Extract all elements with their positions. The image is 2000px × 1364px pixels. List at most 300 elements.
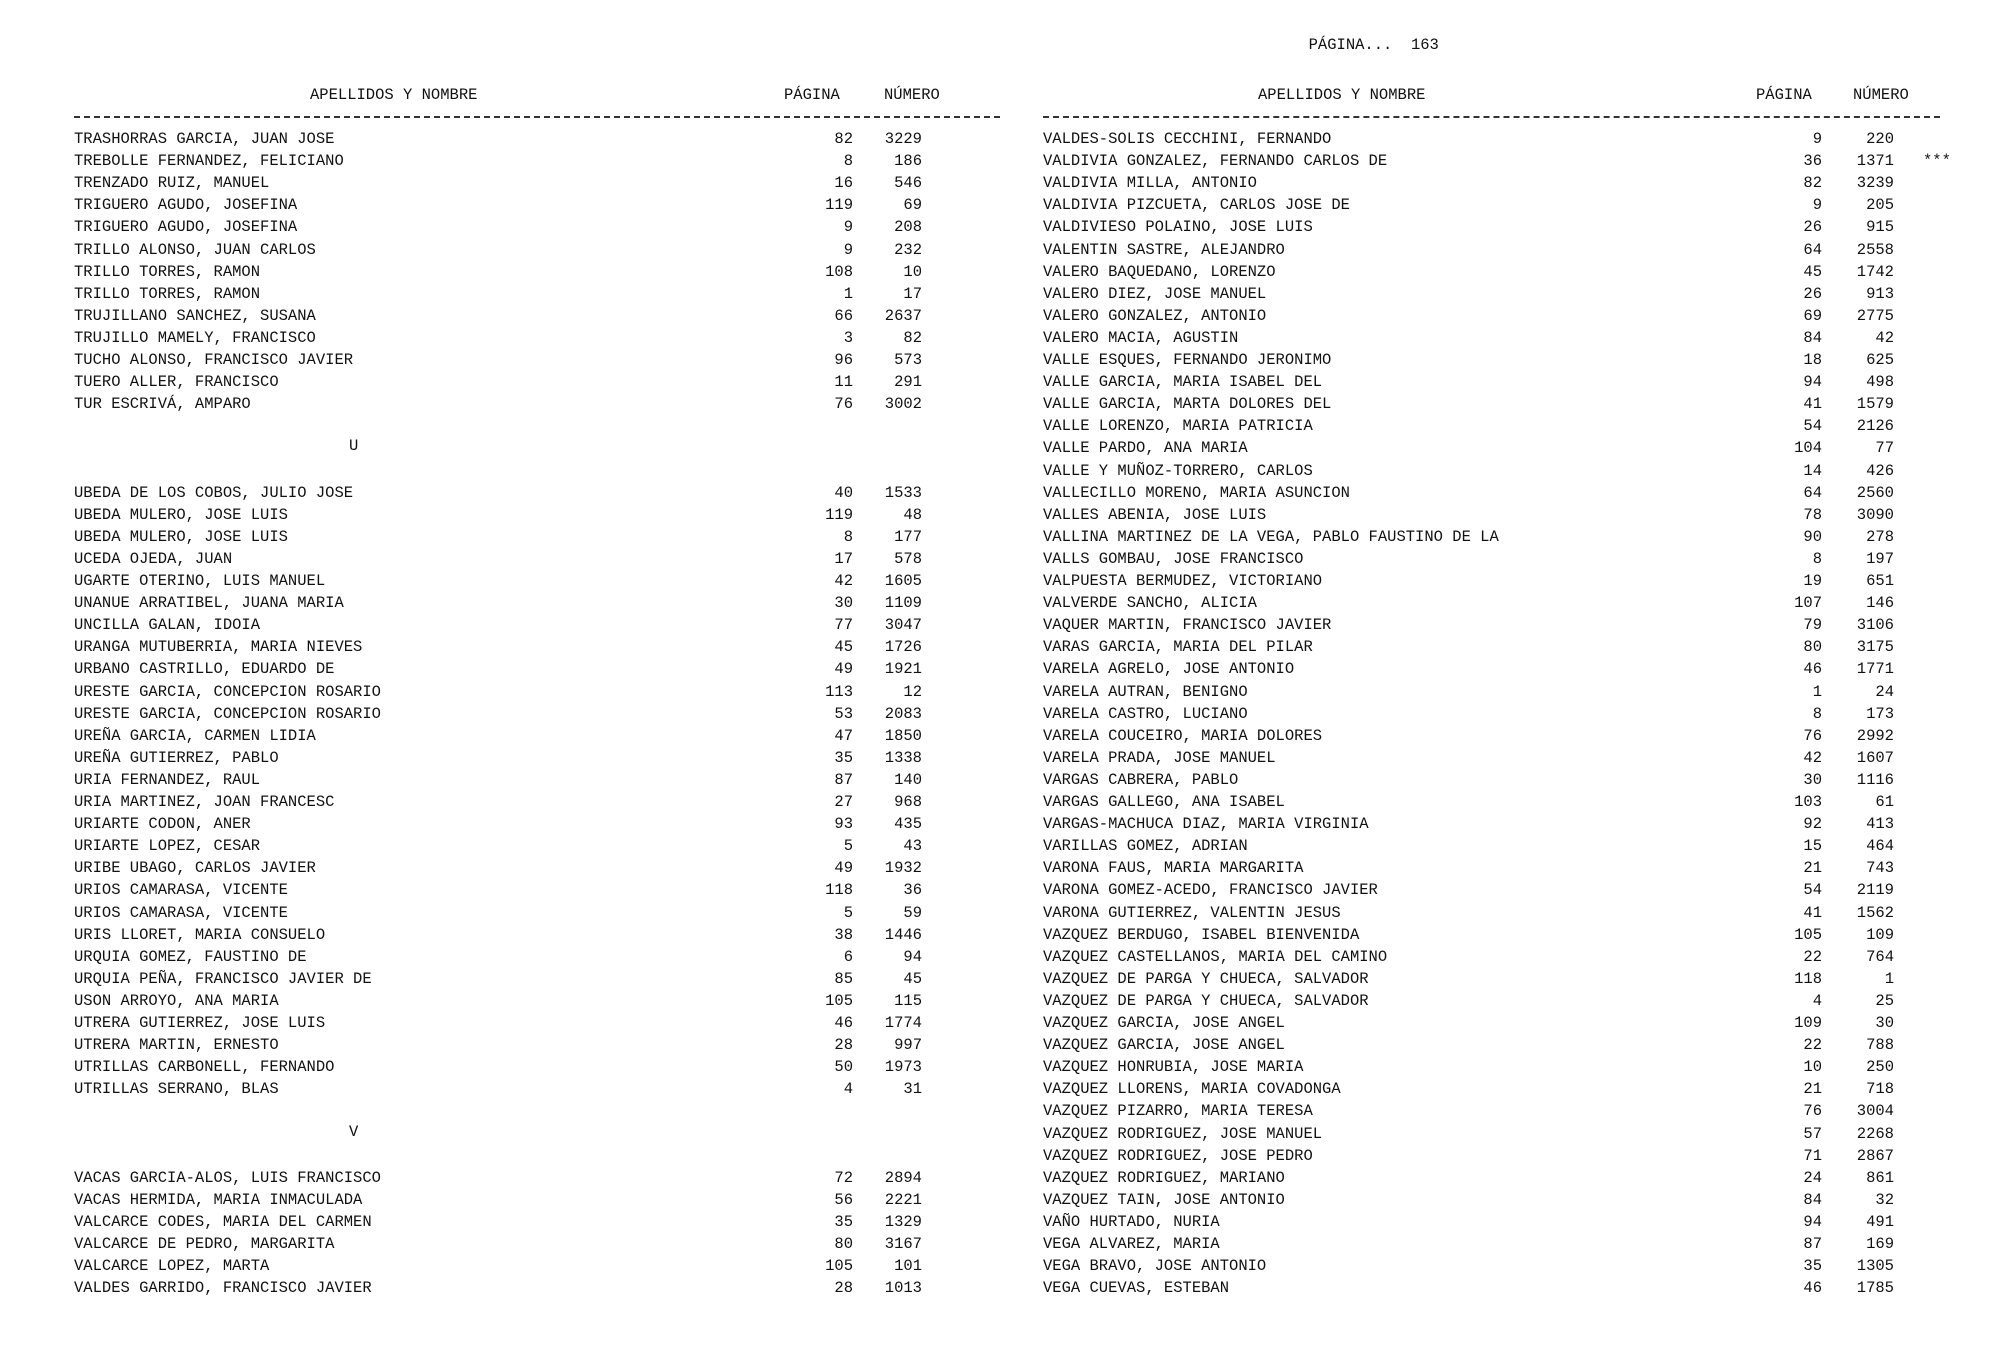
index-entry — [74, 570, 974, 592]
entry-name: UREÑA GARCIA, CARMEN LIDIA — [74, 726, 316, 745]
index-entry — [1043, 946, 1963, 968]
entry-number: 59 — [903, 903, 922, 922]
entry-name: URBANO CASTRILLO, EDUARDO DE — [74, 660, 335, 679]
entry-name: TRIGUERO AGUDO, JOSEFINA — [74, 196, 298, 215]
entry-name: VAZQUEZ RODRIGUEZ, MARIANO — [1043, 1168, 1285, 1187]
entry-number: 968 — [894, 793, 922, 811]
index-entry — [1043, 1167, 1963, 1189]
entry-name: VALLE GARCIA, MARTA DOLORES DEL — [1043, 395, 1332, 414]
entry-name: UBEDA DE LOS COBOS, JULIO JOSE — [74, 483, 354, 502]
right-header-name: APELLIDOS Y NOMBRE — [1258, 86, 1426, 104]
entry-number: 42 — [1875, 328, 1894, 347]
entry-number: 278 — [1866, 527, 1894, 546]
entry-number: 115 — [894, 991, 922, 1010]
entry-number: 3004 — [1856, 1102, 1894, 1121]
entry-name: VALLE Y MUÑOZ-TORRERO, CARLOS — [1043, 461, 1313, 480]
entry-number: 10 — [903, 262, 922, 281]
index-entry — [74, 990, 974, 1012]
entry-number: 220 — [1866, 130, 1894, 148]
entry-number: 3167 — [884, 1235, 922, 1253]
index-entry — [1043, 857, 1963, 879]
entry-number: 48 — [903, 505, 922, 524]
entry-page: 26 — [1803, 218, 1822, 237]
index-entry — [74, 1211, 974, 1233]
index-entry — [1043, 1255, 1963, 1277]
entry-name: TREBOLLE FERNANDEZ, FELICIANO — [74, 152, 344, 171]
index-entry — [1043, 636, 1963, 658]
entry-name: USON ARROYO, ANA MARIA — [74, 991, 279, 1010]
index-entry — [1043, 371, 1963, 393]
entry-page: 64 — [1803, 483, 1822, 502]
entry-page: 15 — [1803, 837, 1822, 856]
index-entry — [1043, 703, 1963, 725]
entry-page: 103 — [1794, 793, 1822, 811]
entry-name: VALDES-SOLIS CECCHINI, FERNANDO — [1043, 130, 1332, 148]
entry-page: 94 — [1803, 373, 1822, 392]
entry-mark: *** — [1923, 152, 1951, 171]
entry-name: URESTE GARCIA, CONCEPCION ROSARIO — [74, 682, 381, 701]
index-entry — [1043, 968, 1963, 990]
entry-name: VAZQUEZ PIZARRO, MARIA TERESA — [1043, 1102, 1313, 1121]
entry-number: 250 — [1866, 1058, 1894, 1077]
left-header-number: NÚMERO — [884, 86, 940, 104]
entry-number: 3239 — [1856, 174, 1894, 193]
index-entry — [74, 194, 974, 216]
entry-page: 108 — [825, 262, 853, 281]
index-entry — [74, 813, 974, 835]
entry-name: VARONA FAUS, MARIA MARGARITA — [1043, 859, 1304, 878]
entry-page: 56 — [834, 1190, 853, 1209]
entry-page: 41 — [1803, 395, 1822, 414]
entry-page: 50 — [834, 1058, 853, 1077]
entry-number: 1 — [1884, 969, 1894, 988]
entry-page: 6 — [843, 947, 853, 966]
entry-name: VALERO GONZALEZ, ANTONIO — [1043, 306, 1267, 325]
entry-page: 80 — [834, 1235, 853, 1253]
entry-name: VAZQUEZ RODRIGUEZ, JOSE MANUEL — [1043, 1124, 1323, 1143]
entry-page: 1 — [843, 284, 853, 303]
entry-name: TUERO ALLER, FRANCISCO — [74, 373, 279, 392]
entry-number: 2867 — [1856, 1146, 1894, 1165]
entry-name: URQUIA GOMEZ, FAUSTINO DE — [74, 947, 307, 966]
index-entry — [1043, 1145, 1963, 1167]
entry-number: 2268 — [1856, 1124, 1894, 1143]
entry-number: 625 — [1866, 351, 1894, 369]
index-entry — [1043, 239, 1963, 261]
entry-number: 25 — [1875, 991, 1894, 1010]
entry-number: 177 — [894, 527, 922, 546]
entry-number: 43 — [903, 837, 922, 856]
index-entry — [1043, 305, 1963, 327]
index-entry — [74, 216, 974, 238]
entry-page: 79 — [1803, 616, 1822, 635]
entry-name: VEGA BRAVO, JOSE ANTONIO — [1043, 1257, 1267, 1276]
entry-name: URIARTE CODON, ANER — [74, 815, 251, 834]
entry-name: VALERO DIEZ, JOSE MANUEL — [1043, 284, 1267, 303]
entry-name: TRASHORRAS GARCIA, JUAN JOSE — [74, 130, 335, 148]
index-entry — [74, 924, 974, 946]
index-entry — [1043, 437, 1963, 459]
entry-page: 35 — [1803, 1257, 1822, 1276]
entry-page: 11 — [834, 373, 853, 392]
right-header-number: NÚMERO — [1853, 86, 1909, 104]
entry-page: 18 — [1803, 351, 1822, 369]
index-entry — [1043, 791, 1963, 813]
entry-page: 107 — [1794, 594, 1822, 613]
index-entry — [1043, 813, 1963, 835]
entry-number: 3090 — [1856, 505, 1894, 524]
entry-number: 1338 — [884, 748, 922, 767]
entry-number: 2119 — [1856, 881, 1894, 900]
entry-page: 57 — [1803, 1124, 1822, 1143]
entry-number: 2637 — [884, 306, 922, 325]
index-entry — [74, 1012, 974, 1034]
entry-page: 64 — [1803, 240, 1822, 259]
index-entry — [1043, 482, 1963, 504]
entry-page: 30 — [834, 594, 853, 613]
entry-page: 104 — [1794, 439, 1822, 458]
entry-name: VARONA GUTIERREZ, VALENTIN JESUS — [1043, 903, 1341, 922]
entry-number: 2126 — [1856, 417, 1894, 436]
entry-page: 76 — [1803, 1102, 1822, 1121]
entry-name: VALDIVIA MILLA, ANTONIO — [1043, 174, 1257, 193]
entry-page: 30 — [1803, 770, 1822, 789]
entry-page: 8 — [1812, 704, 1822, 723]
entry-page: 49 — [834, 660, 853, 679]
entry-number: 17 — [903, 284, 922, 303]
entry-number: 491 — [1866, 1212, 1894, 1231]
left-divider — [74, 116, 1000, 118]
page-number: 163 — [1410, 36, 1439, 54]
entry-number: 1973 — [884, 1058, 922, 1077]
entry-number: 197 — [1866, 549, 1894, 568]
entry-number: 82 — [903, 328, 922, 347]
entry-name: TUR ESCRIVÁ, AMPARO — [74, 395, 251, 414]
entry-number: 1562 — [1856, 903, 1894, 922]
entry-page: 54 — [1803, 417, 1822, 436]
entry-number: 232 — [894, 240, 922, 259]
entry-page: 76 — [1803, 726, 1822, 745]
index-entry — [74, 725, 974, 747]
entry-page: 119 — [825, 196, 853, 215]
index-entry — [1043, 681, 1963, 703]
entry-number: 32 — [1875, 1190, 1894, 1209]
index-entry — [74, 349, 974, 371]
entry-number: 1013 — [884, 1279, 922, 1298]
page-label: PÁGINA... — [1308, 36, 1393, 54]
index-entry — [74, 504, 974, 526]
entry-number: 12 — [903, 682, 922, 701]
entry-page: 109 — [1794, 1014, 1822, 1032]
entry-page: 1 — [1812, 682, 1822, 701]
entry-page: 41 — [1803, 903, 1822, 922]
entry-number: 186 — [894, 152, 922, 171]
index-entry — [1043, 1056, 1963, 1078]
entry-number: 2221 — [884, 1190, 922, 1209]
entry-name: UTRILLAS SERRANO, BLAS — [74, 1080, 279, 1099]
entry-number: 1116 — [1856, 770, 1894, 789]
entry-page: 9 — [843, 240, 853, 259]
index-entry — [74, 1255, 974, 1277]
entry-name: URIBE UBAGO, CARLOS JAVIER — [74, 859, 316, 878]
entry-page: 8 — [843, 152, 853, 171]
entry-page: 80 — [1803, 638, 1822, 657]
entry-page: 10 — [1803, 1058, 1822, 1077]
index-entry — [74, 548, 974, 570]
index-entry — [74, 526, 974, 548]
entry-page: 8 — [843, 527, 853, 546]
index-entry — [74, 636, 974, 658]
index-entry — [74, 857, 974, 879]
entry-name: VALDIVIESO POLAINO, JOSE LUIS — [1043, 218, 1313, 237]
entry-name: URIOS CAMARASA, VICENTE — [74, 903, 288, 922]
entry-name: VALLECILLO MORENO, MARIA ASUNCION — [1043, 483, 1350, 502]
entry-name: VALPUESTA BERMUDEZ, VICTORIANO — [1043, 572, 1323, 590]
entry-number: 61 — [1875, 793, 1894, 811]
index-entry — [74, 769, 974, 791]
entry-page: 47 — [834, 726, 853, 745]
entry-number: 913 — [1866, 284, 1894, 303]
index-entry — [74, 703, 974, 725]
entry-number: 2558 — [1856, 240, 1894, 259]
entry-page: 45 — [1803, 262, 1822, 281]
entry-number: 435 — [894, 815, 922, 834]
entry-page: 42 — [834, 572, 853, 590]
entry-page: 36 — [1803, 152, 1822, 171]
entry-page: 35 — [834, 1212, 853, 1231]
entry-page: 78 — [1803, 505, 1822, 524]
index-entry — [1043, 1034, 1963, 1056]
entry-name: VARELA CASTRO, LUCIANO — [1043, 704, 1248, 723]
entry-name: UTRERA GUTIERREZ, JOSE LUIS — [74, 1014, 326, 1032]
index-entry — [1043, 460, 1963, 482]
index-entry — [1043, 1078, 1963, 1100]
index-entry — [1043, 261, 1963, 283]
entry-name: TRILLO TORRES, RAMON — [74, 262, 261, 281]
entry-page: 92 — [1803, 815, 1822, 834]
entry-number: 1726 — [884, 638, 922, 657]
entry-name: VARGAS CABRERA, PABLO — [1043, 770, 1239, 789]
entry-page: 16 — [834, 174, 853, 193]
entry-page: 9 — [1812, 130, 1822, 148]
entry-number: 3106 — [1856, 616, 1894, 635]
entry-number: 77 — [1875, 439, 1894, 458]
entry-name: UBEDA MULERO, JOSE LUIS — [74, 527, 288, 546]
entry-name: VARELA AUTRAN, BENIGNO — [1043, 682, 1248, 701]
entry-name: VALDIVIA GONZALEZ, FERNANDO CARLOS DE — [1043, 152, 1388, 171]
index-entry — [1043, 592, 1963, 614]
index-entry — [74, 747, 974, 769]
entry-number: 45 — [903, 969, 922, 988]
index-entry — [1043, 283, 1963, 305]
index-entry — [74, 305, 974, 327]
entry-number: 31 — [903, 1080, 922, 1099]
entry-page: 94 — [1803, 1212, 1822, 1231]
entry-name: VALCARCE DE PEDRO, MARGARITA — [74, 1235, 335, 1253]
index-entry — [1043, 902, 1963, 924]
entry-page: 53 — [834, 704, 853, 723]
entry-page: 82 — [834, 130, 853, 148]
entry-page: 45 — [834, 638, 853, 657]
index-entry — [1043, 1211, 1963, 1233]
entry-number: 573 — [894, 351, 922, 369]
index-entry — [1043, 1100, 1963, 1122]
entry-number: 546 — [894, 174, 922, 193]
index-entry — [1043, 1123, 1963, 1145]
entry-name: VALLE ESQUES, FERNANDO JERONIMO — [1043, 351, 1332, 369]
index-entry — [74, 1189, 974, 1211]
entry-name: VEGA CUEVAS, ESTEBAN — [1043, 1279, 1230, 1298]
entry-name: TRIGUERO AGUDO, JOSEFINA — [74, 218, 298, 237]
entry-name: URIOS CAMARASA, VICENTE — [74, 881, 288, 900]
entry-name: VARELA AGRELO, JOSE ANTONIO — [1043, 660, 1295, 679]
entry-page: 105 — [825, 991, 853, 1010]
entry-number: 1921 — [884, 660, 922, 679]
entry-page: 9 — [843, 218, 853, 237]
entry-number: 291 — [894, 373, 922, 392]
index-entry — [1043, 1189, 1963, 1211]
entry-number: 1774 — [884, 1014, 922, 1032]
entry-name: VAZQUEZ BERDUGO, ISABEL BIENVENIDA — [1043, 925, 1360, 944]
entry-number: 915 — [1866, 218, 1894, 237]
entry-name: VARGAS GALLEGO, ANA ISABEL — [1043, 793, 1285, 811]
entry-page: 28 — [834, 1279, 853, 1298]
entry-name: VALLS GOMBAU, JOSE FRANCISCO — [1043, 549, 1304, 568]
entry-number: 861 — [1866, 1168, 1894, 1187]
entry-number: 1533 — [884, 483, 922, 502]
entry-page: 118 — [1794, 969, 1822, 988]
entry-page: 71 — [1803, 1146, 1822, 1165]
entry-page: 3 — [843, 328, 853, 347]
section-letter: U — [349, 437, 359, 456]
entry-page: 87 — [834, 770, 853, 789]
index-entry — [1043, 128, 1963, 150]
entry-number: 101 — [894, 1257, 922, 1276]
entry-name: UNANUE ARRATIBEL, JUANA MARIA — [74, 594, 344, 613]
entry-name: VAZQUEZ LLORENS, MARIA COVADONGA — [1043, 1080, 1341, 1099]
index-entry — [1043, 747, 1963, 769]
entry-name: VAZQUEZ DE PARGA Y CHUECA, SALVADOR — [1043, 969, 1369, 988]
entry-name: URANGA MUTUBERRIA, MARIA NIEVES — [74, 638, 363, 657]
index-entry — [74, 879, 974, 901]
entry-number: 69 — [903, 196, 922, 215]
right-divider — [1043, 116, 1940, 118]
entry-name: URIS LLORET, MARIA CONSUELO — [74, 925, 326, 944]
entry-page: 17 — [834, 549, 853, 568]
entry-page: 40 — [834, 483, 853, 502]
entry-page: 93 — [834, 815, 853, 834]
entry-name: VALCARCE CODES, MARIA DEL CARMEN — [74, 1212, 372, 1231]
entry-name: TRENZADO RUIZ, MANUEL — [74, 174, 270, 193]
entry-number: 997 — [894, 1036, 922, 1055]
entry-number: 2894 — [884, 1168, 922, 1187]
entry-number: 1607 — [1856, 748, 1894, 767]
index-entry — [74, 172, 974, 194]
entry-name: VAZQUEZ RODRIGUEZ, JOSE PEDRO — [1043, 1146, 1313, 1165]
entry-name: UGARTE OTERINO, LUIS MANUEL — [74, 572, 326, 590]
entry-page: 46 — [1803, 1279, 1822, 1298]
entry-number: 3229 — [884, 130, 922, 148]
entry-page: 5 — [843, 837, 853, 856]
entry-name: VALERO MACIA, AGUSTIN — [1043, 328, 1239, 347]
entry-name: TRILLO ALONSO, JUAN CARLOS — [74, 240, 316, 259]
entry-page: 19 — [1803, 572, 1822, 590]
entry-number: 1742 — [1856, 262, 1894, 281]
entry-name: UTRERA MARTIN, ERNESTO — [74, 1036, 279, 1055]
index-entry — [74, 482, 974, 504]
entry-name: VAZQUEZ DE PARGA Y CHUECA, SALVADOR — [1043, 991, 1369, 1010]
index-entry — [1043, 415, 1963, 437]
entry-number: 413 — [1866, 815, 1894, 834]
entry-number: 1850 — [884, 726, 922, 745]
entry-page: 46 — [1803, 660, 1822, 679]
entry-page: 76 — [834, 395, 853, 414]
index-entry — [74, 128, 974, 150]
index-entry — [1043, 769, 1963, 791]
entry-number: 1785 — [1856, 1279, 1894, 1298]
entry-number: 140 — [894, 770, 922, 789]
entry-page: 14 — [1803, 461, 1822, 480]
index-entry — [74, 681, 974, 703]
entry-number: 578 — [894, 549, 922, 568]
entry-name: URQUIA PEÑA, FRANCISCO JAVIER DE — [74, 969, 372, 988]
entry-name: VALDIVIA PIZCUETA, CARLOS JOSE DE — [1043, 196, 1350, 215]
index-entry — [74, 261, 974, 283]
index-entry — [1043, 548, 1963, 570]
entry-name: VALERO BAQUEDANO, LORENZO — [1043, 262, 1276, 281]
entry-page: 28 — [834, 1036, 853, 1055]
entry-name: VEGA ALVAREZ, MARIA — [1043, 1235, 1220, 1253]
page-number-header — [1290, 18, 1439, 54]
entry-name: URIARTE LOPEZ, CESAR — [74, 837, 261, 856]
entry-name: URESTE GARCIA, CONCEPCION ROSARIO — [74, 704, 381, 723]
entry-name: VARGAS-MACHUCA DIAZ, MARIA VIRGINIA — [1043, 815, 1369, 834]
entry-name: VAÑO HURTADO, NURIA — [1043, 1212, 1220, 1231]
index-entry — [1043, 504, 1963, 526]
index-entry — [74, 393, 974, 415]
entry-name: TRUJILLANO SANCHEZ, SUSANA — [74, 306, 316, 325]
entry-name: TUCHO ALONSO, FRANCISCO JAVIER — [74, 351, 354, 369]
index-entry — [74, 150, 974, 172]
entry-page: 84 — [1803, 1190, 1822, 1209]
index-entry — [74, 1078, 974, 1100]
index-entry — [1043, 879, 1963, 901]
entry-name: VACAS GARCIA-ALOS, LUIS FRANCISCO — [74, 1168, 381, 1187]
entry-number: 109 — [1866, 925, 1894, 944]
entry-page: 54 — [1803, 881, 1822, 900]
entry-name: VAZQUEZ TAIN, JOSE ANTONIO — [1043, 1190, 1285, 1209]
entry-page: 38 — [834, 925, 853, 944]
index-entry — [1043, 924, 1963, 946]
entry-name: UNCILLA GALAN, IDOIA — [74, 616, 261, 635]
index-entry — [74, 658, 974, 680]
entry-page: 84 — [1803, 328, 1822, 347]
entry-number: 36 — [903, 881, 922, 900]
entry-number: 1109 — [884, 594, 922, 613]
index-entry — [1043, 150, 1963, 172]
entry-number: 2992 — [1856, 726, 1894, 745]
index-entry — [74, 614, 974, 636]
index-entry — [74, 1034, 974, 1056]
entry-page: 22 — [1803, 947, 1822, 966]
entry-number: 1305 — [1856, 1257, 1894, 1276]
entry-number: 1605 — [884, 572, 922, 590]
index-entry — [74, 1167, 974, 1189]
entry-page: 24 — [1803, 1168, 1822, 1187]
entry-name: VALLES ABENIA, JOSE LUIS — [1043, 505, 1267, 524]
index-entry — [1043, 990, 1963, 1012]
entry-page: 105 — [1794, 925, 1822, 944]
